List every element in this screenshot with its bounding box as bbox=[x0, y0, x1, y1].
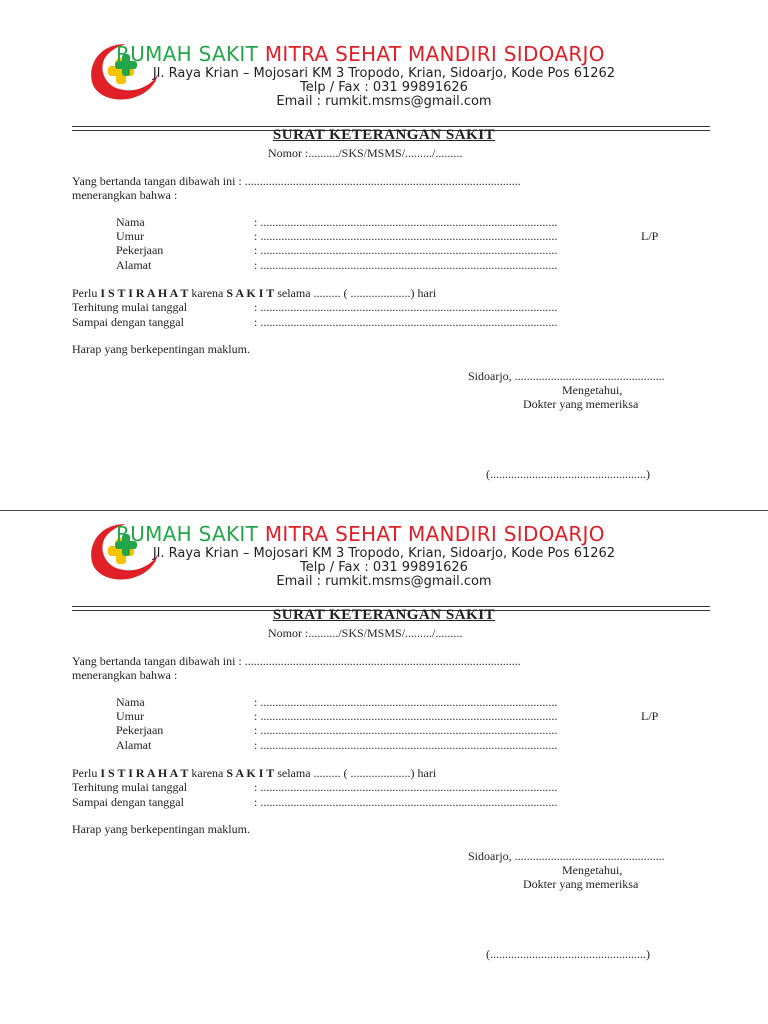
doctor-label: Dokter yang memeriksa bbox=[523, 397, 639, 411]
field-label-pekerjaan: Pekerjaan bbox=[116, 723, 164, 737]
gender-suffix: L/P bbox=[641, 229, 659, 243]
field-label-pekerjaan: Pekerjaan bbox=[116, 243, 164, 257]
from-date-label: Terhitung mulai tanggal bbox=[72, 780, 188, 794]
field-value-pekerjaan: : ................................................................................................... bbox=[254, 723, 558, 737]
signature-line: (....................................................) bbox=[486, 467, 650, 481]
closing-line: Harap yang berkepentingan maklum. bbox=[72, 822, 250, 836]
field-label-alamat: Alamat bbox=[116, 738, 152, 752]
field-value-nama: : ................................................................................................... bbox=[254, 695, 558, 709]
letter-number: Nomor :........../SKS/MSMS/........./......... bbox=[268, 626, 463, 640]
to-date-label: Sampai dengan tanggal bbox=[72, 795, 184, 809]
to-date-label: Sampai dengan tanggal bbox=[72, 315, 184, 329]
hospital-phone: Telp / Fax : 031 99891626 bbox=[300, 80, 468, 95]
hospital-address: Jl. Raya Krian – Mojosari KM 3 Tropodo, Krian, Sidoarjo, Kode Pos 61262 bbox=[152, 66, 616, 81]
field-value-pekerjaan: : ................................................................................................... bbox=[254, 243, 558, 257]
document-title: SURAT KETERANGAN SAKIT bbox=[272, 607, 496, 623]
acknowledged-label: Mengetahui, bbox=[562, 383, 623, 397]
hospital-email: Email : rumkit.msms@gmail.com bbox=[276, 94, 492, 109]
intro-line-2: menerangkan bahwa : bbox=[72, 668, 178, 682]
hospital-address: Jl. Raya Krian – Mojosari KM 3 Tropodo, Krian, Sidoarjo, Kode Pos 61262 bbox=[152, 546, 616, 561]
gender-suffix: L/P bbox=[641, 709, 659, 723]
hospital-phone: Telp / Fax : 031 99891626 bbox=[300, 560, 468, 575]
field-label-umur: Umur bbox=[116, 709, 144, 723]
field-label-alamat: Alamat bbox=[116, 258, 152, 272]
to-date-value: : ................................................................................................... bbox=[254, 795, 558, 809]
signature-line: (....................................................) bbox=[486, 947, 650, 961]
place-date-line: Sidoarjo, .................................................. bbox=[468, 849, 665, 863]
hospital-email: Email : rumkit.msms@gmail.com bbox=[276, 574, 492, 589]
doctor-label: Dokter yang memeriksa bbox=[523, 877, 639, 891]
from-date-label: Terhitung mulai tanggal bbox=[72, 300, 188, 314]
field-value-nama: : ................................................................................................... bbox=[254, 215, 558, 229]
intro-line-2: menerangkan bahwa : bbox=[72, 188, 178, 202]
form-copy-1 bbox=[0, 0, 768, 480]
from-date-value: : ................................................................................................... bbox=[254, 780, 558, 794]
to-date-value: : ................................................................................................... bbox=[254, 315, 558, 329]
intro-line: Yang bertanda tangan dibawah ini : ............................................................................................ bbox=[72, 174, 521, 188]
document-title: SURAT KETERANGAN SAKIT bbox=[272, 127, 496, 143]
hospital-name: RUMAH SAKIT MITRA SEHAT MANDIRI SIDOARJO bbox=[116, 522, 605, 546]
field-value-umur: : ................................................................................................... bbox=[254, 229, 558, 243]
intro-line: Yang bertanda tangan dibawah ini : ............................................................................................ bbox=[72, 654, 521, 668]
place-date-line: Sidoarjo, .................................................. bbox=[468, 369, 665, 383]
rest-statement: Perlu I S T I R A H A T karena S A K I T selama ......... ( ....................) hari bbox=[72, 286, 437, 300]
rest-statement: Perlu I S T I R A H A T karena S A K I T selama ......... ( ....................) hari bbox=[72, 766, 437, 780]
hospital-name: RUMAH SAKIT MITRA SEHAT MANDIRI SIDOARJO bbox=[116, 42, 605, 66]
form-copy-2 bbox=[0, 480, 768, 960]
letter-number: Nomor :........../SKS/MSMS/........./......... bbox=[268, 146, 463, 160]
field-label-nama: Nama bbox=[116, 215, 145, 229]
field-value-alamat: : ................................................................................................... bbox=[254, 738, 558, 752]
field-label-nama: Nama bbox=[116, 695, 145, 709]
field-label-umur: Umur bbox=[116, 229, 144, 243]
field-value-alamat: : ................................................................................................... bbox=[254, 258, 558, 272]
field-value-umur: : ................................................................................................... bbox=[254, 709, 558, 723]
acknowledged-label: Mengetahui, bbox=[562, 863, 623, 877]
closing-line: Harap yang berkepentingan maklum. bbox=[72, 342, 250, 356]
from-date-value: : ................................................................................................... bbox=[254, 300, 558, 314]
